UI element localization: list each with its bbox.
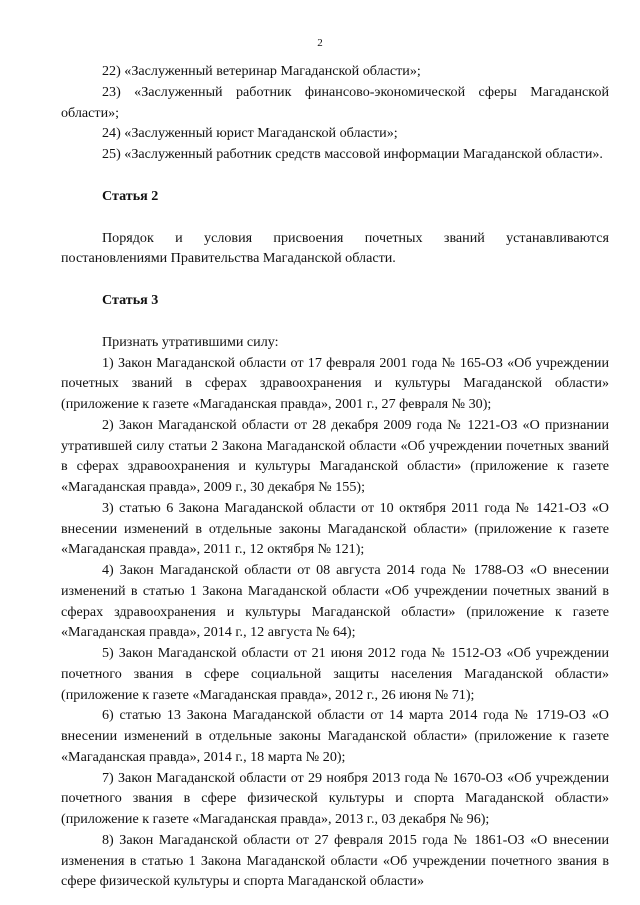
list-item: 22) «Заслуженный ветеринар Магаданской области»; (102, 63, 421, 79)
spacer (61, 207, 609, 228)
spacer (61, 269, 609, 290)
article-3-heading: Статья 3 (102, 292, 159, 308)
page-number: 2 (317, 37, 323, 49)
repeal-item: 2) Закон Магаданской области от 28 декабря 2009 года № 1221-ОЗ «О признании утратившей силу статьи 2 Закона Магаданской области «Об учреждении почетных званий в сферах здравоохранения и культуры Магаданской области» (приложение к газете «Магаданская правда», 2009 г., 30 декабря № 155); (61, 416, 609, 495)
repeal-item: 7) Закон Магаданской области от 29 ноября 2013 года № 1670-ОЗ «Об учреждении почетного звания в сфере физической культуры и спорта Магаданской области» (приложение к газете «Магаданская правда», 2013 г., 03 декабря № 96); (61, 769, 609, 827)
repeal-item: 1) Закон Магаданской области от 17 февраля 2001 года № 165-ОЗ «Об учреждении почетных званий в сферах здравоохранения и культуры Магаданской области» (приложение к газете «Магаданская правда», 2001 г., 27 февраля № 30); (61, 354, 609, 412)
spacer (61, 311, 609, 332)
article-2-text: Порядок и условия присвоения почетных званий устанавливаются постановлениями Правительства Магаданской области. (61, 229, 609, 267)
list-item: 23) «Заслуженный работник финансово-экономической сферы Магаданской области»; (61, 83, 609, 121)
repeal-item: 6) статью 13 Закона Магаданской области от 14 марта 2014 года № 1719-ОЗ «О внесении изменений в отдельные законы Магаданской области» (приложение к газете «Магаданская правда», 2014 г., 18 марта № 20); (61, 707, 609, 765)
article-2-heading: Статья 2 (102, 187, 159, 204)
repeal-item: 4) Закон Магаданской области от 08 августа 2014 года № 1788-ОЗ «О внесении изменений в статью 1 Закона Магаданской области «Об учреждении почетных званий в сферах здравоохранения и культуры Магаданской области» (приложение к газете «Магаданская правда», 2014 г., 12 августа № 64); (61, 562, 609, 641)
list-item: 25) «Заслуженный работник средств массовой информации Магаданской области». (102, 146, 603, 162)
spacer (61, 165, 609, 186)
article-3-intro: Признать утратившими силу: (102, 333, 279, 350)
repeal-item: 8) Закон Магаданской области от 27 февраля 2015 года № 1861-ОЗ «О внесении изменения в статью 1 Закона Магаданской области «Об учреждении почетного звания в сфере физической культуры и спорта Магаданской области» (61, 831, 609, 890)
repeal-item: 3) статью 6 Закона Магаданской области от 10 октября 2011 года № 1421-ОЗ «О внесении изменений в отдельные законы Магаданской области» (приложение к газете «Магаданская правда», 2011 г., 12 октября № 121); (61, 499, 609, 558)
list-item: 24) «Заслуженный юрист Магаданской области»; (102, 125, 398, 142)
repeal-item: 5) Закон Магаданской области от 21 июня 2012 года № 1512-ОЗ «Об учреждении почетного звания в сфере социальной защиты населения Магаданской области» (приложение к газете «Магаданская правда», 2012 г., 26 июня № 71); (61, 645, 609, 703)
document-body (61, 61, 609, 892)
